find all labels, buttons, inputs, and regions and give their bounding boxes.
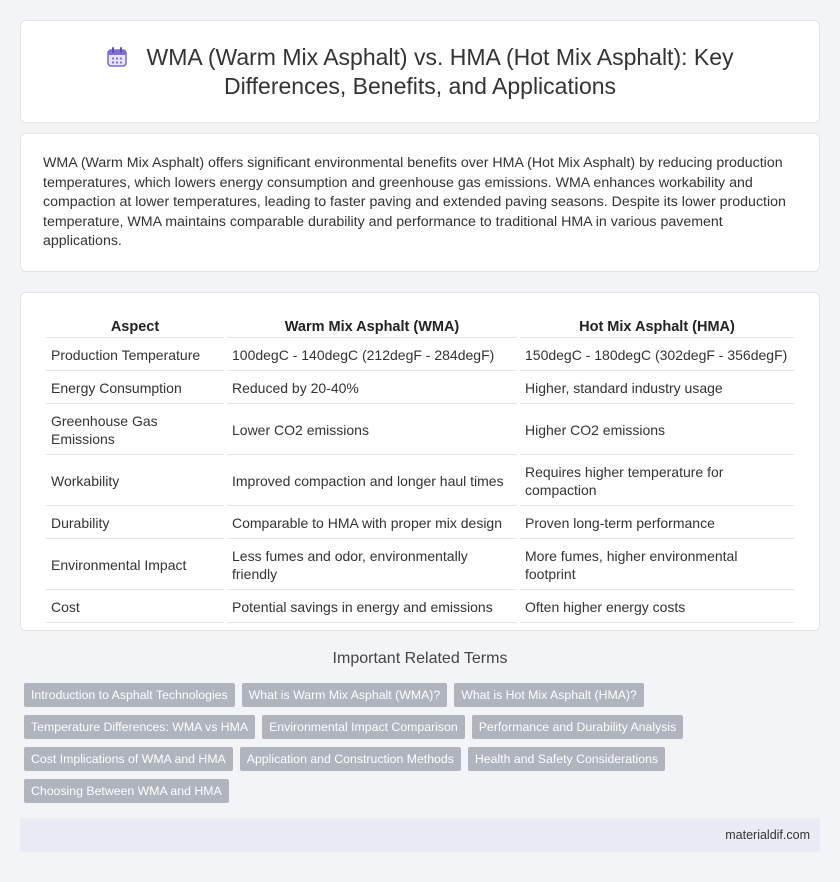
- wma-cell: Improved compaction and longer haul times: [227, 457, 517, 506]
- table-row: [46, 508, 794, 539]
- table-header-row: [46, 315, 794, 338]
- hma-cell: Higher CO2 emissions: [520, 406, 794, 455]
- calendar-icon: [106, 46, 128, 68]
- intro-card: [20, 133, 820, 272]
- table-row: [46, 541, 794, 590]
- wma-cell: Comparable to HMA with proper mix design: [227, 508, 517, 539]
- related-term-link[interactable]: Application and Construction Methods: [240, 747, 461, 771]
- hma-cell: Requires higher temperature for compaction: [520, 457, 794, 506]
- aspect-cell: Environmental Impact: [46, 541, 224, 590]
- wma-cell: Lower CO2 emissions: [227, 406, 517, 455]
- aspect-cell: Greenhouse Gas Emissions: [46, 406, 224, 455]
- related-term-link[interactable]: Temperature Differences: WMA vs HMA: [24, 715, 255, 739]
- hma-cell: 150degC - 180degC (302degF - 356degF): [520, 340, 794, 371]
- related-term-link[interactable]: What is Hot Mix Asphalt (HMA)?: [454, 683, 644, 707]
- table-row: [46, 373, 794, 404]
- title-card: [20, 20, 820, 123]
- related-term-link[interactable]: Choosing Between WMA and HMA: [24, 779, 229, 803]
- footer-site-link[interactable]: materialdif.com: [725, 828, 810, 842]
- header-aspect: Aspect: [46, 315, 224, 338]
- table-row: [46, 340, 794, 371]
- intro-paragraph: WMA (Warm Mix Asphalt) offers significant environmental benefits over HMA (Hot Mix Asphalt) by reducing production temperatures, which lowers energy consumption and greenhouse gas emissions. WMA enhances workability and compaction at lower temperatures, leading to faster paving and extended paving seasons. Despite its lower production temperature, WMA maintains comparable durability and performance to traditional HMA in various pavement applications.: [43, 155, 786, 250]
- aspect-cell: Workability: [46, 457, 224, 506]
- wma-cell: Potential savings in energy and emissions: [227, 592, 517, 623]
- hma-cell: More fumes, higher environmental footprint: [520, 541, 794, 590]
- footer-bar: [20, 818, 820, 852]
- table-row: [46, 457, 794, 506]
- table-row: [46, 592, 794, 623]
- page-title: WMA (Warm Mix Asphalt) vs. HMA (Hot Mix Asphalt): Key Differences, Benefits, and Applications: [146, 43, 734, 99]
- related-term-link[interactable]: Environmental Impact Comparison: [262, 715, 465, 739]
- aspect-cell: Durability: [46, 508, 224, 539]
- aspect-cell: Production Temperature: [46, 340, 224, 371]
- hma-cell: Higher, standard industry usage: [520, 373, 794, 404]
- hma-cell: Often higher energy costs: [520, 592, 794, 623]
- header-wma: Warm Mix Asphalt (WMA): [227, 315, 517, 338]
- related-term-link[interactable]: Health and Safety Considerations: [468, 747, 665, 771]
- wma-cell: 100degC - 140degC (212degF - 284degF): [227, 340, 517, 371]
- related-term-link[interactable]: What is Warm Mix Asphalt (WMA)?: [242, 683, 448, 707]
- comparison-table: [43, 313, 797, 625]
- hma-cell: Proven long-term performance: [520, 508, 794, 539]
- aspect-cell: Cost: [46, 592, 224, 623]
- wma-cell: Reduced by 20-40%: [227, 373, 517, 404]
- table-row: [46, 406, 794, 455]
- wma-cell: Less fumes and odor, environmentally friendly: [227, 541, 517, 590]
- related-terms-heading: Important Related Terms: [332, 650, 508, 667]
- related-term-link[interactable]: Performance and Durability Analysis: [472, 715, 684, 739]
- aspect-cell: Energy Consumption: [46, 373, 224, 404]
- related-term-link[interactable]: Introduction to Asphalt Technologies: [24, 683, 235, 707]
- related-term-link[interactable]: Cost Implications of WMA and HMA: [24, 747, 233, 771]
- related-terms-list: [24, 683, 824, 803]
- comparison-card: [20, 292, 820, 631]
- header-hma: Hot Mix Asphalt (HMA): [520, 315, 794, 338]
